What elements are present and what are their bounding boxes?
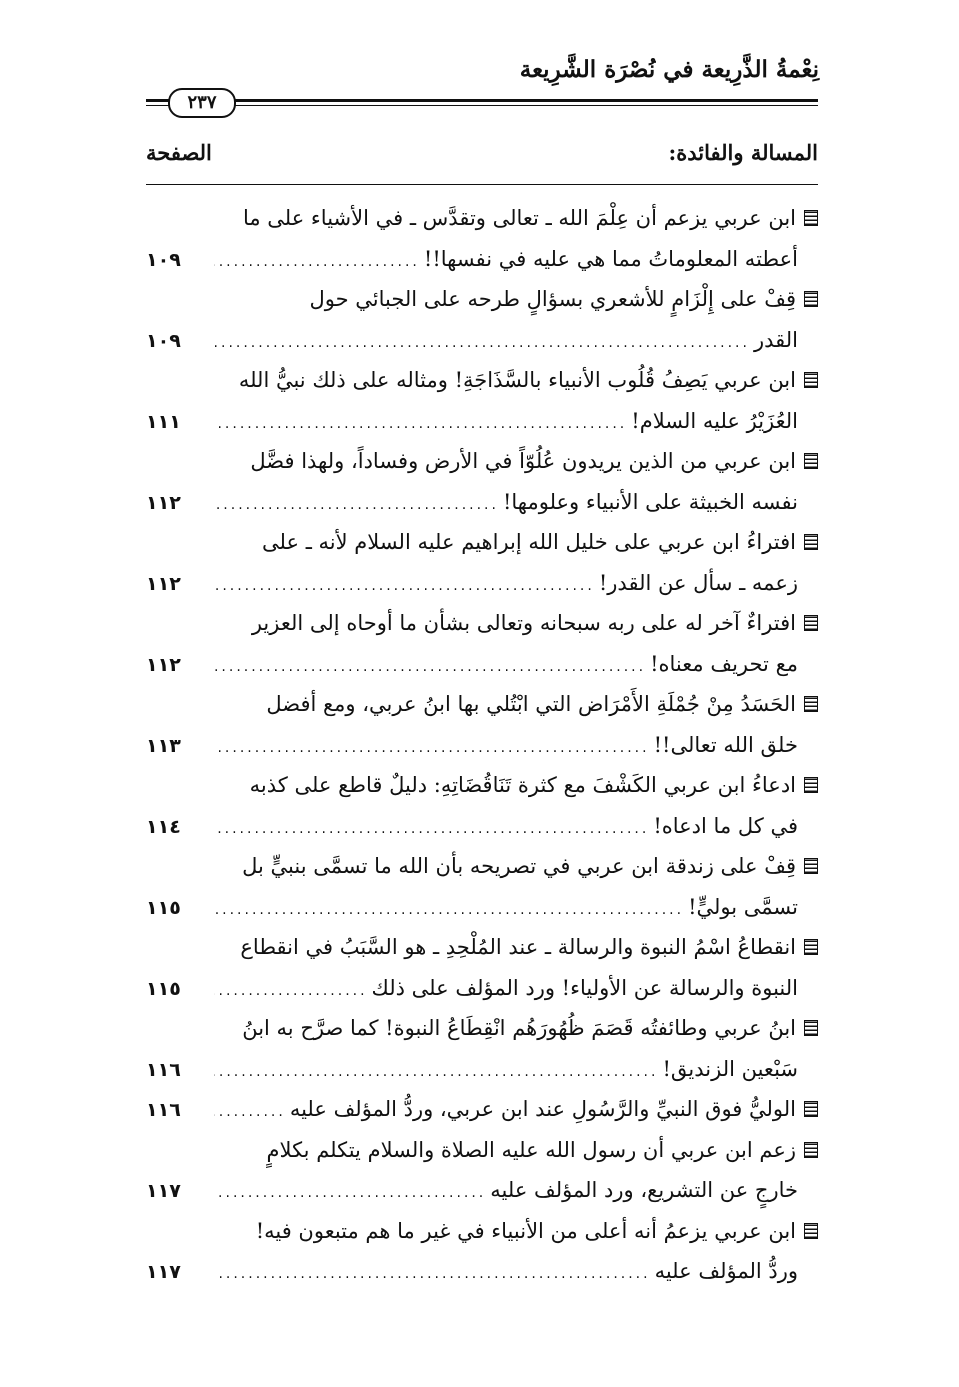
- index-entry: [146, 846, 818, 927]
- book-bullet-icon: [804, 939, 818, 955]
- book-bullet-icon: [804, 858, 818, 874]
- entry-line: [146, 968, 818, 1009]
- book-bullet-icon: [804, 210, 818, 226]
- entry-text: انقطاعُ اسْمُ النبوة والرسالة ـ عند المُلْحِدِ ـ هو السَّبَبُ في انقطاع: [240, 935, 796, 959]
- header-rule: [146, 96, 818, 112]
- dot-leader: [214, 728, 654, 766]
- book-bullet-icon: [804, 1101, 818, 1117]
- book-bullet-icon: [804, 696, 818, 712]
- entry-line: [146, 1089, 818, 1130]
- dot-leader: [214, 404, 631, 442]
- book-bullet-icon: [804, 615, 818, 631]
- entry-text: القدر: [753, 327, 798, 352]
- index-entry: [146, 765, 818, 846]
- entry-page-number: ١١٧: [146, 1261, 181, 1283]
- entry-text: الحَسَدُ مِنْ جُمْلَةِ الأَمْرَاض التي ابْتُلي بها ابنُ عربي، ومع أفضل: [266, 692, 796, 716]
- index-entry: [146, 603, 818, 684]
- index-entry: [146, 360, 818, 441]
- book-bullet-icon: [804, 777, 818, 793]
- entry-line: [146, 239, 818, 280]
- entry-line: [146, 1049, 818, 1090]
- index-entry: [146, 198, 818, 279]
- index-entry: [146, 1130, 818, 1211]
- entry-text: وردُّ المؤلف عليه: [654, 1259, 798, 1283]
- column-headers: [146, 140, 818, 176]
- entry-text: نفسه الخبيثة على الأنبياء وعلومها!: [502, 489, 798, 514]
- book-bullet-icon: [804, 1020, 818, 1036]
- entry-line: [146, 198, 818, 239]
- entry-text: خارجٍ عن التشريع، ورد المؤلف عليه: [490, 1178, 798, 1202]
- index-entry: [146, 1089, 818, 1130]
- column-header-rule: [146, 184, 818, 185]
- dot-leader: [214, 809, 653, 847]
- entry-text: أعطته المعلوماتُ مما هي عليه في نفسها!!: [423, 246, 798, 271]
- entry-line: [146, 563, 818, 604]
- entry-text: قِفْ على زندقة ابن عربي في تصريحه بأن الله ما تسمَّى بنبيٍّ بل: [242, 854, 796, 878]
- dot-leader: [214, 323, 754, 361]
- entry-text: ابن عربي يزعمُ أنه أعلى من الأنبياء في غير ما هم متبعون فيه!: [255, 1218, 796, 1243]
- entry-text: مع تحريف معناه!: [650, 651, 798, 676]
- entry-text: قِفْ على إِلْزَامٍ للأشعري بسؤالٍ طرحه على الجبائي حول: [309, 287, 796, 311]
- entry-line: [146, 401, 818, 442]
- entry-page-number: ١١٧: [146, 1180, 181, 1202]
- entry-line: [146, 522, 818, 563]
- entry-text: الوليُّ فوق النبيِّ والرَّسُولِ عند ابن عربي، وردُّ المؤلف عليه: [289, 1097, 796, 1121]
- entry-page-number: ١٠٩: [146, 329, 181, 352]
- index-entry: [146, 279, 818, 360]
- book-bullet-icon: [804, 1142, 818, 1158]
- entry-text: تسمَّى بوليٍّ!: [688, 894, 798, 919]
- dot-leader: [214, 1052, 662, 1090]
- index-entry: [146, 441, 818, 522]
- entry-text: في كل ما ادعاه!: [653, 813, 798, 838]
- entry-line: [146, 1008, 818, 1049]
- entry-text: زعم ابن عربي أن رسول الله عليه الصلاة والسلام يتكلم بكلامٍ: [266, 1137, 796, 1162]
- index-entry: [146, 1008, 818, 1089]
- entry-text: افتراءُ ابن عربي على خليل الله إبراهيم عليه السلام لأنه ـ على: [262, 530, 796, 554]
- entry-line: [146, 1211, 818, 1252]
- index-entry: [146, 927, 818, 1008]
- entry-text: ابن عربي يَصِفُ قُلُوب الأنبياء بالسَّذَاجَةِ! ومثاله على ذلك نبيُّ الله: [238, 368, 796, 392]
- dot-leader: [214, 1092, 290, 1130]
- entry-line: [146, 1130, 818, 1171]
- entry-page-number: ١١٦: [146, 1099, 181, 1121]
- entry-line: [146, 887, 818, 928]
- index-entries: [146, 198, 818, 1292]
- page-number: ٢٣٧: [168, 88, 236, 118]
- entry-line: [146, 441, 818, 482]
- entry-line: [146, 846, 818, 887]
- dot-leader: [214, 1254, 655, 1292]
- entry-line: [146, 360, 818, 401]
- dot-leader: [214, 242, 424, 280]
- entry-text: ابنُ عربي وطائفتُه قَصَمَ ظُهُورَهُم انْقِطَاعُ النبوة! كما صرَّح به ابنُ: [242, 1016, 796, 1040]
- book-bullet-icon: [804, 1223, 818, 1239]
- entry-text: النبوة والرسالة عن الأولياء! ورد المؤلف على ذلك: [371, 975, 798, 1000]
- entry-page-number: ١١١: [146, 410, 181, 433]
- entry-page-number: ١١٦: [146, 1058, 181, 1081]
- dot-leader: [214, 1173, 490, 1211]
- dot-leader: [214, 971, 372, 1009]
- book-bullet-icon: [804, 534, 818, 550]
- entry-line: [146, 1170, 818, 1211]
- dot-leader: [214, 566, 599, 604]
- topic-column-header: المسالة والفائدة:: [668, 140, 818, 165]
- entry-text: سَبْعين الزنديق!: [662, 1056, 798, 1081]
- entry-line: [146, 725, 818, 766]
- book-bullet-icon: [804, 372, 818, 388]
- entry-line: [146, 765, 818, 806]
- entry-page-number: ١١٣: [146, 734, 181, 757]
- entry-text: افتراءٌ آخر له على ربه سبحانه وتعالى بشأن ما أوحاه إلى العزير: [251, 611, 796, 635]
- dot-leader: [214, 485, 503, 523]
- book-bullet-icon: [804, 453, 818, 469]
- entry-line: [146, 806, 818, 847]
- entry-page-number: ١١٢: [146, 653, 181, 676]
- index-entry: [146, 684, 818, 765]
- entry-line: [146, 684, 818, 725]
- entry-line: [146, 603, 818, 644]
- entry-line: [146, 927, 818, 968]
- entry-text: ادعاءُ ابن عربي الكَشْفَ مع كثرة تَنَاقُضَاتِهِ: دليلٌ قاطع على كذبه: [249, 773, 796, 797]
- entry-page-number: ١٠٩: [146, 248, 181, 271]
- index-entry: [146, 522, 818, 603]
- entry-text: زعمه ـ سأل عن القدر!: [598, 570, 798, 595]
- dot-leader: [214, 647, 650, 685]
- dot-leader: [214, 890, 688, 928]
- book-bullet-icon: [804, 291, 818, 307]
- entry-page-number: ١١٤: [146, 815, 181, 838]
- entry-line: [146, 482, 818, 523]
- entry-page-number: ١١٥: [146, 896, 181, 919]
- entry-text: العُزَيْرُ عليه السلام!: [631, 408, 798, 433]
- entry-line: [146, 320, 818, 361]
- entry-page-number: ١١٢: [146, 572, 181, 595]
- index-entry: [146, 1211, 818, 1292]
- entry-page-number: ١١٥: [146, 977, 181, 1000]
- entry-text: ابن عربي من الذين يريدون عُلُوّاً في الأرض وفساداً، ولهذا فضَّل: [250, 449, 796, 473]
- running-title: نِعْمةُ الذَّرِيعة في نُصْرَة الشَّرِيعة: [519, 56, 819, 83]
- entry-line: [146, 279, 818, 320]
- entry-text: خلق الله تعالى!!: [653, 732, 798, 757]
- entry-line: [146, 644, 818, 685]
- page-column-header: الصفحة: [146, 140, 212, 165]
- entry-text: ابن عربي يزعم أن عِلْمَ الله ـ تعالى وتقدَّس ـ في الأشياء على ما: [242, 206, 796, 230]
- entry-line: [146, 1251, 818, 1292]
- entry-page-number: ١١٢: [146, 491, 181, 514]
